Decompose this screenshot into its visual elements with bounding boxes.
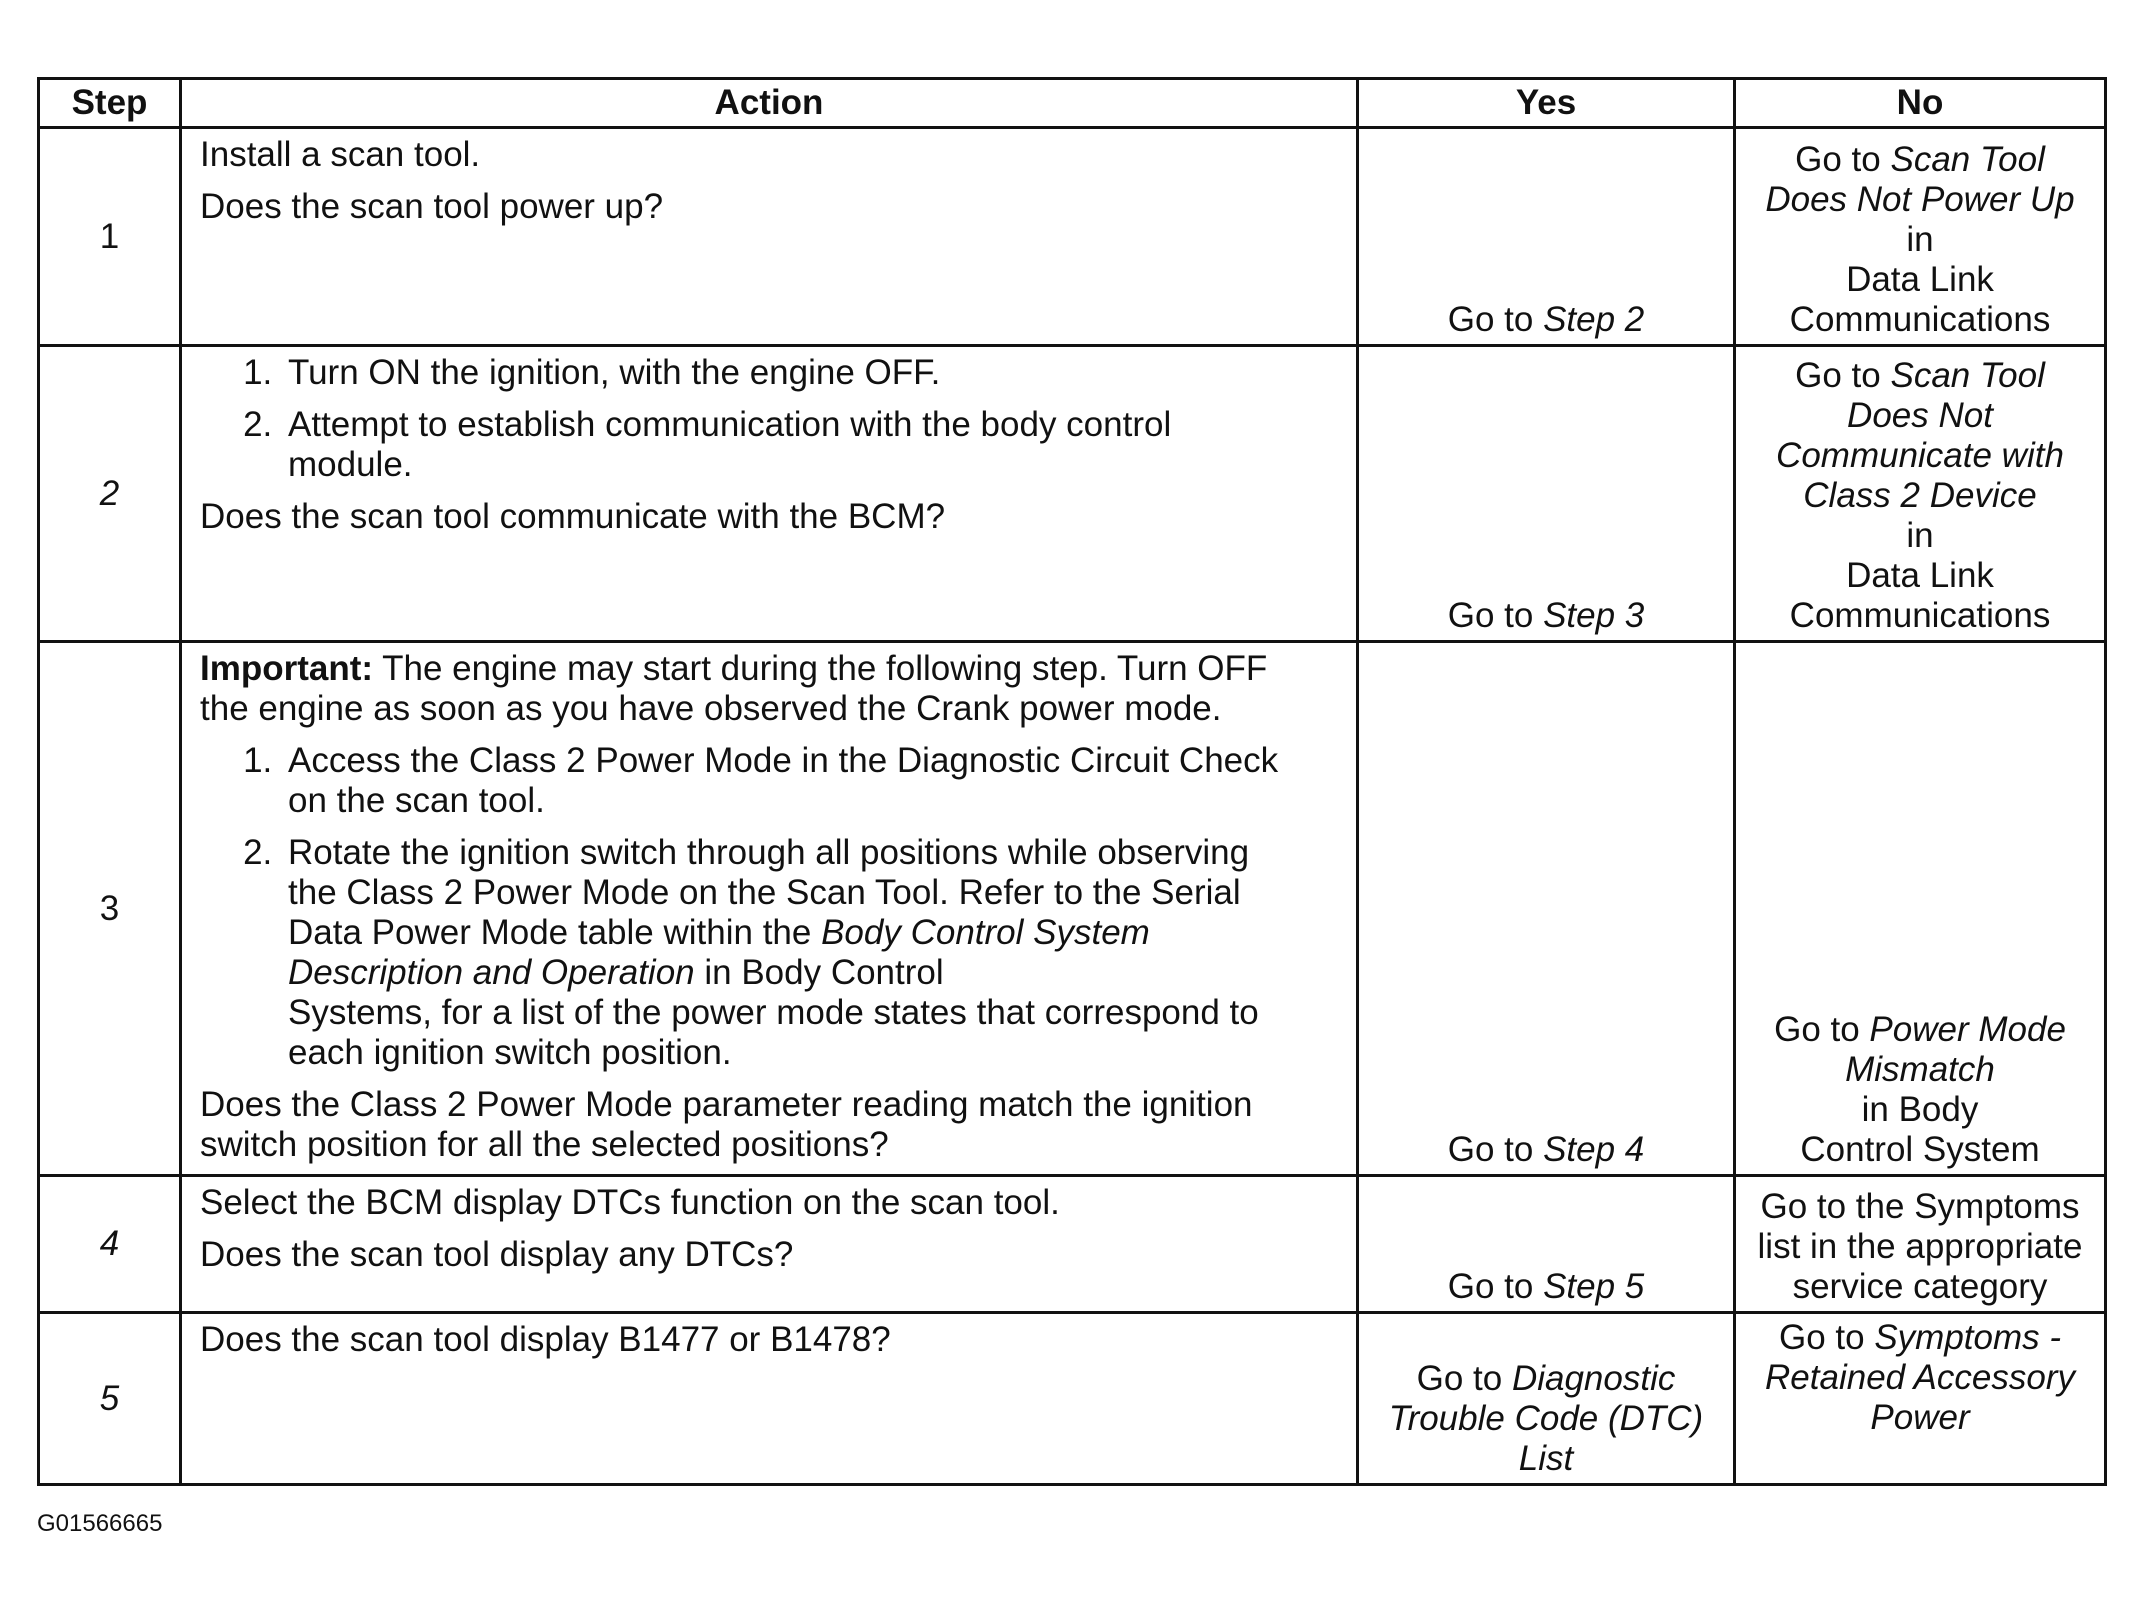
yes-link[interactable]: Step 5 <box>1543 1267 1645 1306</box>
list-item: 2. Attempt to establish communication with the body control module. <box>282 405 1342 485</box>
step-number: 4 <box>39 1176 181 1313</box>
action-question: Does the scan tool power up? <box>200 187 664 226</box>
step-number: 2 <box>39 346 181 642</box>
no-link[interactable]: Scan Tool <box>1890 356 2045 395</box>
yes-cell <box>1358 346 1735 642</box>
yes-link[interactable]: Step 2 <box>1543 300 1645 339</box>
list-item: 1. Access the Class 2 Power Mode in the Diagnostic Circuit Check on the scan tool. <box>282 741 1342 821</box>
no-tail: Communications <box>1789 300 2051 339</box>
action-question: Does the scan tool display B1477 or B1478? <box>200 1320 891 1359</box>
table-row <box>39 128 2106 346</box>
yes-prefix: Go to <box>1447 1130 1544 1169</box>
no-link[interactable]: Scan Tool <box>1890 140 2045 179</box>
yes-prefix: Go to <box>1447 1267 1544 1306</box>
no-tail: Communications <box>1789 596 2051 635</box>
no-cell <box>1735 642 2106 1176</box>
important-note: Important: The engine may start during the following step. Turn OFF the engine as soon as you have observed the Crank power mode. <box>200 649 1268 728</box>
step-number: 1 <box>39 128 181 346</box>
action-question: Does the scan tool communicate with the BCM? <box>200 497 946 536</box>
important-label: Important: <box>200 649 374 688</box>
header-action: Action <box>181 79 1358 128</box>
yes-link[interactable]: Step 4 <box>1543 1130 1645 1169</box>
action-cell <box>181 346 1358 642</box>
no-prefix: Go to <box>1774 1010 1870 1049</box>
no-text: service category <box>1792 1267 2048 1306</box>
no-link[interactable]: Mismatch <box>1845 1050 1995 1089</box>
action-steps-list <box>200 353 1342 485</box>
no-cell <box>1735 1313 2106 1485</box>
yes-link[interactable]: Diagnostic <box>1511 1359 1676 1398</box>
no-tail: Control System <box>1800 1130 2040 1169</box>
no-in: in <box>1906 220 1934 259</box>
step-number: 5 <box>39 1313 181 1485</box>
action-question: Does the Class 2 Power Mode parameter reading match the ignition switch position for all the selected positions? <box>200 1085 1253 1164</box>
header-no: No <box>1735 79 2106 128</box>
list-item: 1. Turn ON the ignition, with the engine OFF. <box>282 353 1342 393</box>
list-item: 2. Rotate the ignition switch through all positions while observing the Class 2 Power Mode on the Scan Tool. Refer to the Serial Data Power Mode table within the Body Control System Description and Operation in Body Control Systems, for a list of the power mode states that correspond to each ignition switch position. <box>282 833 1342 1073</box>
table-row <box>39 642 2106 1176</box>
yes-cell <box>1358 128 1735 346</box>
header-row <box>39 79 2106 128</box>
no-link[interactable]: Class 2 Device <box>1803 476 2037 515</box>
no-link[interactable]: Communicate with <box>1776 436 2064 475</box>
no-prefix: Go to <box>1795 140 1891 179</box>
no-tail: Data Link <box>1846 260 1994 299</box>
no-tail: in Body <box>1861 1090 1979 1129</box>
header-step: Step <box>39 79 181 128</box>
no-cell <box>1735 128 2106 346</box>
yes-link[interactable]: Step 3 <box>1543 596 1645 635</box>
table-row <box>39 1313 2106 1485</box>
action-question: Does the scan tool display any DTCs? <box>200 1235 794 1274</box>
yes-cell <box>1358 642 1735 1176</box>
reference-link[interactable]: Body Control System <box>821 913 1150 952</box>
diagnostic-table <box>37 77 2107 1486</box>
step-number: 3 <box>39 642 181 1176</box>
yes-link[interactable]: List <box>1518 1439 1574 1478</box>
table-row <box>39 1176 2106 1313</box>
no-prefix: Go to <box>1778 1318 1875 1357</box>
no-link[interactable]: Does Not <box>1847 396 1993 435</box>
figure-id: G01566665 <box>37 1510 163 1537</box>
yes-prefix: Go to <box>1447 596 1544 635</box>
action-steps-list <box>200 741 1342 1073</box>
no-cell <box>1735 1176 2106 1313</box>
reference-link[interactable]: Description and Operation <box>288 953 695 992</box>
no-prefix: Go to <box>1795 356 1891 395</box>
no-link[interactable]: Power Mode <box>1869 1010 2066 1049</box>
no-text: Go to the Symptoms <box>1760 1187 2080 1226</box>
no-tail: Data Link <box>1846 556 1994 595</box>
yes-cell <box>1358 1313 1735 1485</box>
no-link[interactable]: Power <box>1870 1398 1970 1437</box>
action-cell <box>181 128 1358 346</box>
no-cell <box>1735 346 2106 642</box>
no-link[interactable]: Does Not Power Up <box>1765 180 2075 219</box>
header-yes: Yes <box>1358 79 1735 128</box>
no-link[interactable]: Symptoms - <box>1874 1318 2062 1357</box>
yes-link[interactable]: Trouble Code (DTC) <box>1388 1399 1704 1438</box>
table-row <box>39 346 2106 642</box>
action-text: Install a scan tool. <box>200 135 481 174</box>
yes-prefix: Go to <box>1447 300 1544 339</box>
yes-cell <box>1358 1176 1735 1313</box>
action-cell <box>181 1313 1358 1485</box>
action-text: Select the BCM display DTCs function on the scan tool. <box>200 1183 1060 1222</box>
no-in: in <box>1906 516 1934 555</box>
action-cell <box>181 642 1358 1176</box>
action-cell <box>181 1176 1358 1313</box>
no-link[interactable]: Retained Accessory <box>1765 1358 2075 1397</box>
yes-prefix: Go to <box>1416 1359 1512 1398</box>
no-text: list in the appropriate <box>1757 1227 2083 1266</box>
